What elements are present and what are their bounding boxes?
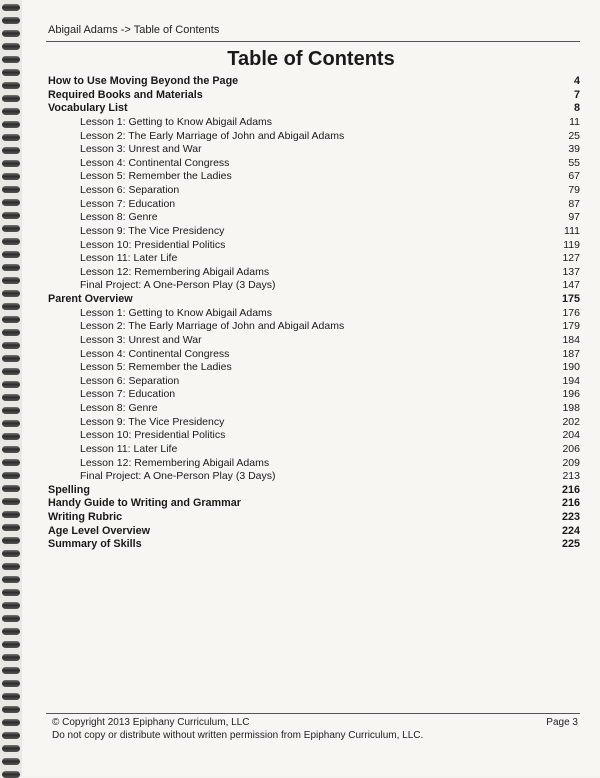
spiral-coil [2,121,20,128]
toc-entry-page-number: 39 [568,143,580,156]
toc-entry-page-number: 176 [562,306,580,319]
spiral-coil [2,537,20,544]
toc-lesson-entry [48,375,580,389]
toc-entry-label: Lesson 1: Getting to Know Abigail Adams [80,115,273,128]
toc-entry-label: Lesson 11: Later Life [80,252,178,265]
toc-lesson-entry [48,211,580,225]
toc-lesson-entry [48,361,580,375]
spiral-coil [2,43,20,50]
spiral-coil [2,641,20,648]
spiral-coil [2,433,20,440]
spiral-coil [2,264,20,271]
toc-lesson-entry [48,143,580,157]
toc-lesson-entry [48,334,580,348]
toc-lesson-entry [48,307,580,321]
toc-lesson-entry [48,198,580,212]
toc-entry-label: Vocabulary List [48,102,128,115]
toc-lesson-entry [48,388,580,402]
toc-section-entry [48,293,580,307]
spiral-coil [2,368,20,375]
toc-entry-page-number: 204 [562,429,580,442]
spiral-coil [2,277,20,284]
toc-entry-label: Age Level Overview [48,524,151,537]
toc-entry-page-number: 7 [573,88,580,101]
toc-entry-label: Lesson 7: Education [80,197,176,210]
toc-lesson-entry [48,184,580,198]
toc-entry-label: Lesson 9: The Vice Presidency [80,224,225,237]
spiral-coil [2,290,20,297]
toc-entry-label: Lesson 6: Separation [80,374,180,387]
footer-divider [46,713,580,714]
spiral-coil [2,108,20,115]
toc-entry-page-number: 8 [573,102,580,115]
toc-entry-label: Lesson 2: The Early Marriage of John and Abigail Adams [80,320,345,333]
spiral-coil [2,485,20,492]
spiral-coil [2,446,20,453]
toc-entry-label: Lesson 4: Continental Congress [80,156,230,169]
spiral-coil [2,316,20,323]
toc-entry-page-number: 79 [568,184,580,196]
toc-entry-label: Lesson 11: Later Life [80,442,178,455]
spiral-coil [2,771,20,778]
toc-lesson-entry [48,402,580,416]
spiral-coil [2,732,20,739]
spiral-coil [2,147,20,154]
toc-lesson-entry [48,116,580,130]
toc-entry-page-number: 202 [562,415,580,428]
toc-lesson-entry [48,457,580,471]
toc-lesson-entry [48,279,580,293]
toc-entry-label: Spelling [48,483,90,496]
toc-lesson-entry [48,348,580,362]
toc-entry-page-number: 209 [562,456,580,469]
spiral-coil [2,602,20,609]
toc-entry-label: How to Use Moving Beyond the Page [48,75,239,87]
spiral-coil [2,238,20,245]
toc-entry-page-number: 67 [568,170,580,183]
toc-lesson-entry [48,170,580,184]
footer-page-number: Page 3 [546,717,578,728]
toc-entry-page-number: 206 [562,442,580,455]
spiral-coil [2,134,20,141]
toc-entry-page-number: 213 [562,470,580,483]
toc-lesson-entry [48,429,580,443]
spiral-coil [2,212,20,219]
toc-entry-label: Final Project: A One-Person Play (3 Days) [80,470,276,483]
page-header-breadcrumb: Abigail Adams -> Table of Contents [48,24,220,36]
toc-section-entry [48,89,580,103]
spiral-coil [2,4,20,11]
toc-entry-label: Writing Rubric [48,511,123,523]
toc-entry-label: Lesson 8: Genre [80,211,158,224]
toc-section-entry [48,538,580,552]
toc-entry-page-number: 198 [562,402,580,414]
spiral-coil [2,615,20,622]
toc-entry-page-number: 179 [562,320,580,333]
toc-entry-page-number: 187 [562,347,580,360]
toc-entry-page-number: 225 [561,538,580,551]
spiral-coil [2,524,20,531]
spiral-coil [2,576,20,583]
spiral-coil [2,69,20,76]
toc-entry-label: Lesson 9: The Vice Presidency [80,415,225,428]
toc-entry-label: Lesson 10: Presidential Politics [80,238,226,251]
toc-entry-page-number: 87 [568,197,580,210]
toc-lesson-entry [48,252,580,266]
spiral-coil [2,719,20,726]
toc-entry-page-number: 119 [563,238,580,251]
toc-section-entry [48,511,580,525]
toc-entry-label: Final Project: A One-Person Play (3 Days) [80,279,276,292]
toc-entry-page-number: 4 [573,75,580,87]
spiral-coil [2,186,20,193]
toc-entry-page-number: 11 [569,115,580,128]
toc-entry-label: Lesson 2: The Early Marriage of John and Abigail Adams [80,129,345,142]
toc-entry-label: Lesson 10: Presidential Politics [80,429,226,442]
toc-entry-page-number: 55 [568,156,580,169]
spiral-coil [2,498,20,505]
footer-copyright: © Copyright 2013 Epiphany Curriculum, LLC [52,717,250,728]
toc-entry-page-number: 224 [561,524,580,537]
spiral-coil [2,654,20,661]
spiral-coil [2,680,20,687]
toc-section-entry [48,102,580,116]
toc-entry-page-number: 137 [562,265,580,278]
spiral-coil [2,30,20,37]
toc-section-entry [48,497,580,511]
toc-lesson-entry [48,157,580,171]
spiral-coil [2,420,20,427]
spiral-coil [2,758,20,765]
document-page [22,0,600,776]
toc-lesson-entry [48,239,580,253]
spiral-coil [2,745,20,752]
spiral-coil [2,459,20,466]
spiral-coil [2,511,20,518]
toc-entry-page-number: 111 [564,224,580,237]
toc-lesson-entry [48,130,580,144]
toc-lesson-entry [48,443,580,457]
toc-entry-label: Handy Guide to Writing and Grammar [48,497,241,510]
header-divider [46,41,580,42]
toc-entry-label: Lesson 6: Separation [80,184,180,196]
toc-entry-page-number: 97 [568,211,580,224]
toc-lesson-entry [48,470,580,484]
spiral-coil [2,160,20,167]
toc-entry-label: Lesson 12: Remembering Abigail Adams [80,265,270,278]
toc-entry-page-number: 194 [562,374,580,387]
toc-entry-label: Summary of Skills [48,538,142,551]
spiral-coil [2,693,20,700]
toc-entry-label: Lesson 8: Genre [80,402,158,414]
spiral-coil [2,56,20,63]
toc-entry-page-number: 127 [562,252,580,265]
toc-entry-page-number: 216 [561,497,580,510]
spiral-coil [2,472,20,479]
spiral-coil [2,95,20,102]
toc-section-entry [48,525,580,539]
table-of-contents [48,75,580,552]
toc-entry-label: Lesson 7: Education [80,388,176,401]
spiral-coil [2,381,20,388]
spiral-coil [2,550,20,557]
toc-entry-page-number: 25 [568,129,580,142]
toc-entry-label: Lesson 5: Remember the Ladies [80,170,232,183]
spiral-coil [2,394,20,401]
spiral-binding [0,0,22,776]
spiral-coil [2,173,20,180]
spiral-coil [2,199,20,206]
spiral-coil [2,355,20,362]
toc-entry-page-number: 184 [562,333,580,346]
toc-entry-page-number: 196 [562,388,580,401]
spiral-coil [2,225,20,232]
toc-entry-label: Lesson 3: Unrest and War [80,333,202,346]
toc-entry-page-number: 147 [562,279,580,292]
toc-entry-label: Lesson 12: Remembering Abigail Adams [80,456,270,469]
toc-entry-page-number: 190 [562,361,580,374]
spiral-coil [2,82,20,89]
toc-lesson-entry [48,225,580,239]
toc-entry-label: Parent Overview [48,293,133,305]
spiral-coil [2,17,20,24]
spiral-coil [2,589,20,596]
spiral-coil [2,667,20,674]
toc-entry-label: Lesson 3: Unrest and War [80,143,202,156]
toc-entry-page-number: 175 [561,293,580,305]
spiral-coil [2,251,20,258]
spiral-coil [2,563,20,570]
toc-entry-label: Lesson 5: Remember the Ladies [80,361,232,374]
toc-section-entry [48,484,580,498]
spiral-coil [2,407,20,414]
page-title: Table of Contents [227,48,395,70]
toc-entry-page-number: 223 [561,511,580,523]
toc-entry-label: Required Books and Materials [48,88,203,101]
toc-lesson-entry [48,416,580,430]
toc-section-entry [48,75,580,89]
toc-lesson-entry [48,320,580,334]
spiral-coil [2,303,20,310]
spiral-coil [2,706,20,713]
spiral-coil [2,329,20,336]
toc-entry-label: Lesson 1: Getting to Know Abigail Adams [80,306,273,319]
spiral-coil [2,628,20,635]
toc-entry-label: Lesson 4: Continental Congress [80,347,230,360]
toc-lesson-entry [48,266,580,280]
spiral-coil [2,342,20,349]
toc-entry-page-number: 216 [561,483,580,496]
footer-notice: Do not copy or distribute without written permission from Epiphany Curriculum, LLC. [52,730,424,741]
